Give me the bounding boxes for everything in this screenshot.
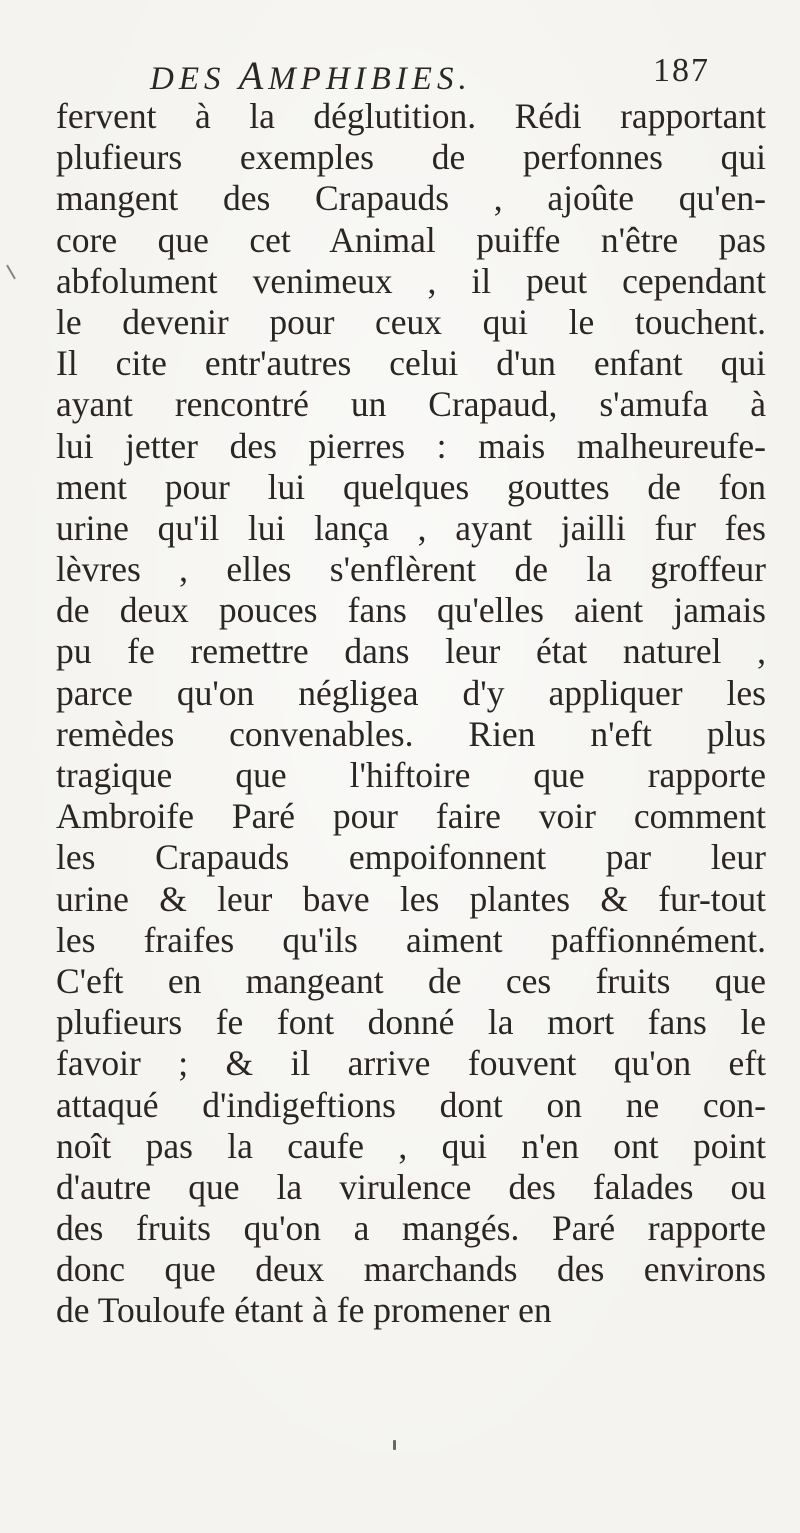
text-line: de Touloufe étant à fe promener en — [56, 1290, 552, 1331]
text-line: attaqué d'indigeftions dont on ne con- — [56, 1084, 766, 1125]
text-line: ayant rencontré un Crapaud, s'amufa à — [56, 384, 766, 425]
text-line: Ambroife Paré pour faire voir comment — [56, 796, 766, 837]
text-line: d'autre que la virulence des falades ou — [56, 1166, 766, 1207]
running-title-part1: DES — [150, 61, 239, 97]
running-head — [150, 52, 710, 98]
text-line: les fraifes qu'ils aiment paffionnément. — [56, 919, 766, 960]
text-line: parce qu'on négligea d'y appliquer les — [56, 672, 766, 713]
text-line: urine qu'il lui lança , ayant jailli fur fes — [56, 507, 766, 548]
ink-speck — [393, 1440, 396, 1450]
text-line: le devenir pour ceux qui le touchent. — [56, 301, 766, 342]
text-line: les Crapauds empoifonnent par leur — [56, 837, 766, 878]
text-line: noît pas la caufe , qui n'en ont point — [56, 1125, 766, 1166]
text-line: ment pour lui quelques gouttes de fon — [56, 466, 766, 507]
text-line: plufieurs fe font donné la mort fans le — [56, 1002, 766, 1043]
text-line: C'eft en mangeant de ces fruits que — [56, 960, 766, 1001]
text-line: des fruits qu'on a mangés. Paré rapporte — [56, 1208, 766, 1249]
body-text — [56, 96, 766, 1332]
text-line: lui jetter des pierres : mais malheureufe- — [56, 425, 766, 466]
text-line: de deux pouces fans qu'elles aient jamais — [56, 590, 766, 631]
margin-mark — [6, 265, 16, 280]
text-line: mangent des Crapauds , ajoûte qu'en- — [56, 178, 766, 219]
text-line: fervent à la déglutition. Rédi rapportant — [56, 96, 766, 136]
text-line: favoir ; & il arrive fouvent qu'on eft — [56, 1043, 766, 1084]
page-number: 187 — [653, 52, 710, 89]
running-title — [150, 52, 472, 99]
text-line: abfolument venimeux , il peut cependant — [56, 260, 766, 301]
text-line: Il cite entr'autres celui d'un enfant qui — [56, 343, 766, 384]
text-line: lèvres , elles s'enflèrent de la groffeur — [56, 549, 766, 590]
text-line: pu fe remettre dans leur état naturel , — [56, 631, 766, 672]
text-line: tragique que l'hiftoire que rapporte — [56, 755, 766, 795]
running-title-initial: A — [238, 53, 269, 98]
text-line: remèdes convenables. Rien n'eft plus — [56, 713, 766, 754]
text-line: plufieurs exemples de perfonnes qui — [56, 137, 766, 178]
text-line: urine & leur bave les plantes & fur-tout — [56, 878, 766, 919]
text-line: core que cet Animal puiffe n'être pas — [56, 219, 766, 260]
text-line: donc que deux marchands des environs — [56, 1249, 766, 1290]
running-title-part2: MPHIBIES. — [268, 61, 472, 97]
